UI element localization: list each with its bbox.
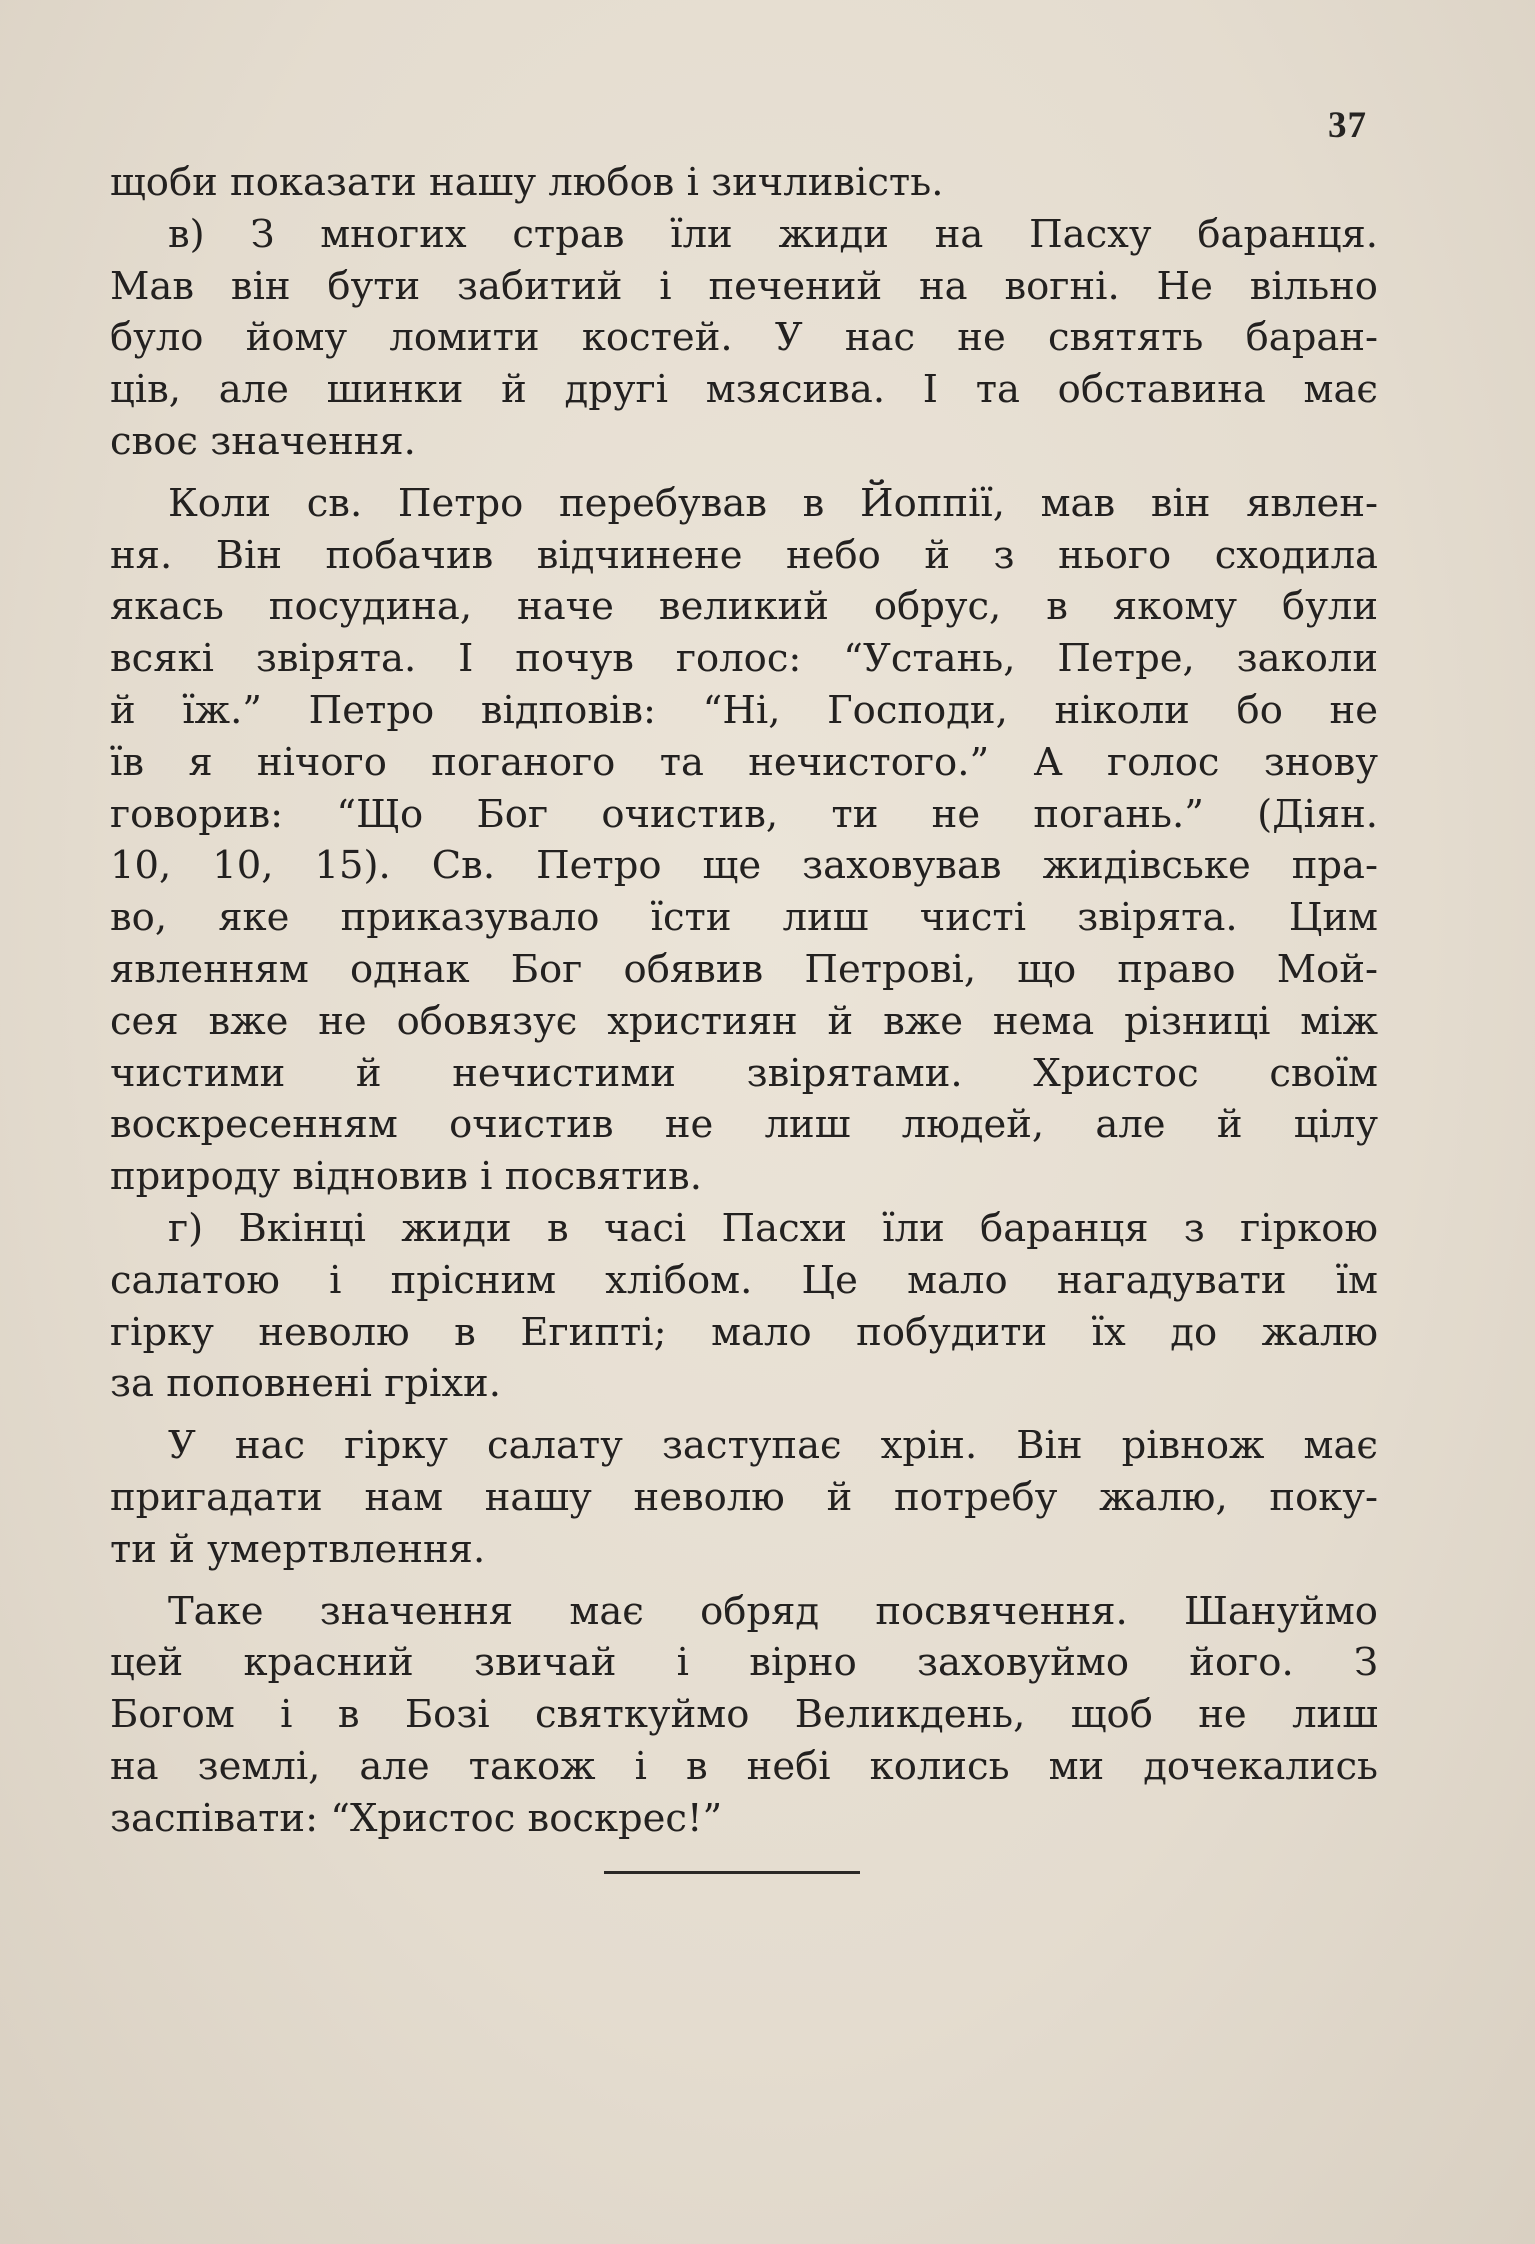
text-line: було йому ломити костей. У нас не святять баран- xyxy=(110,315,1378,361)
text-line: Таке значення має обряд посвячення. Шануймо xyxy=(168,1588,1378,1634)
text-line: в) З многих страв їли жиди на Пасху баранця. xyxy=(168,211,1378,257)
text-line: ців, але шинки й другі мзясива. І та обставина має xyxy=(110,367,1378,413)
text-line: сея вже не обовязує християн й вже нема різниці між xyxy=(110,998,1378,1044)
text-line: щоби показати нашу любов і зичливість. xyxy=(110,160,944,205)
text-line: Коли св. Петро перебував в Йоппії, мав він явлен- xyxy=(168,480,1378,526)
paragraph xyxy=(110,209,1378,468)
text-line: цей красний звичай і вірно заховуймо його. З xyxy=(110,1640,1378,1686)
paragraph xyxy=(110,1586,1378,1845)
paragraph xyxy=(110,1203,1378,1410)
text-line: ня. Він побачив відчинене небо й з нього сходила xyxy=(110,532,1378,578)
text-line: їв я нічого поганого та нечистого.” А голос знову xyxy=(110,739,1378,785)
end-rule-divider xyxy=(604,1871,860,1874)
text-line: воскресенням очистив не лиш людей, але й цілу xyxy=(110,1102,1378,1148)
page-number: 37 xyxy=(1328,105,1367,146)
text-line: г) Вкінці жиди в часі Пасхи їли баранця з гіркою xyxy=(168,1205,1378,1251)
text-line: гірку неволю в Египті; мало побудити їх до жалю xyxy=(110,1309,1378,1355)
text-line: во, яке приказувало їсти лиш чисті звірята. Цим xyxy=(110,895,1378,941)
text-line: на землі, але також і в небі колись ми дочекались xyxy=(110,1743,1378,1789)
text-line: природу відновив і посвятив. xyxy=(110,1154,702,1200)
text-line: якась посудина, наче великий обрус, в якому були xyxy=(110,584,1378,630)
text-line: Богом і в Бозі святкуймо Великдень, щоб не лиш xyxy=(110,1692,1378,1738)
text-line: салатою і прісним хлібом. Це мало нагадувати їм xyxy=(110,1257,1378,1303)
text-line: й їж.” Петро відповів: “Ні, Господи, ніколи бо не xyxy=(110,687,1378,733)
paragraph xyxy=(110,1420,1378,1575)
text-line: явленням однак Бог обявив Петрові, що право Мой- xyxy=(110,946,1378,992)
text-line: 10, 10, 15). Св. Петро ще заховував жидівське пра- xyxy=(110,843,1378,889)
text-line: Мав він бути забитий і печений на вогні. Не вільно xyxy=(110,263,1378,309)
text-line: заспівати: “Христос воскрес!” xyxy=(110,1795,723,1841)
text-line: говорив: “Що Бог очистив, ти не погань.” (Діян. xyxy=(110,791,1378,837)
text-line: чистими й нечистими звірятами. Христос своїм xyxy=(110,1050,1378,1096)
text-line: У нас гірку салату заступає хрін. Він рівнож має xyxy=(168,1423,1378,1469)
text-line: пригадати нам нашу неволю й потребу жалю, поку- xyxy=(110,1474,1378,1520)
paragraph xyxy=(110,157,1378,209)
page-text xyxy=(110,157,1378,1845)
text-line: ти й умертвлення. xyxy=(110,1526,486,1572)
text-line: за поповнені гріхи. xyxy=(110,1361,501,1407)
text-line: всякі звірята. І почув голос: “Устань, Петре, заколи xyxy=(110,636,1378,682)
text-line: своє значення. xyxy=(110,418,416,464)
paragraph xyxy=(110,478,1378,1203)
